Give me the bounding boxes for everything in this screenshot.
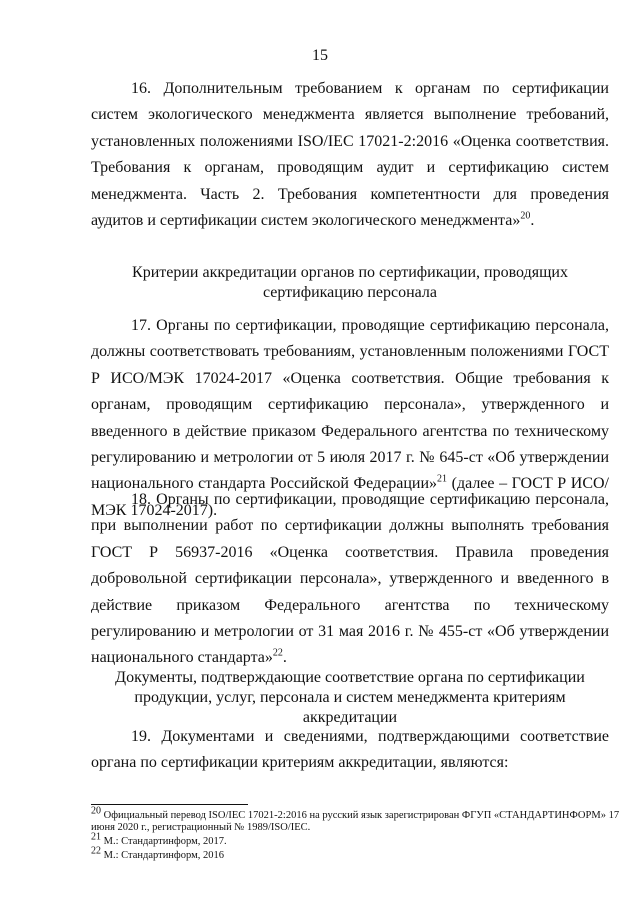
- page-number: 15: [312, 47, 328, 64]
- footnote-ref-22: 22: [272, 648, 283, 660]
- footnote-mark-21: 21: [91, 831, 101, 843]
- footnote-21: [91, 831, 621, 848]
- paragraph-18-text: 18. Органы по сертификации, проводящие сертификацию персонала, при выполнении работ по сертификации должны выполнять требования ГОСТ Р 56937-2016 «Оценка соответствия. Правила проведения добровольной сертификации персонала», утвержденного и введенного в действие приказом Федерального агентства по техническому регулированию и метрологии от 31 мая 2016 г. № 455-ст «Об утверждении национального стандарта»: [91, 491, 609, 667]
- footnote-22: [91, 845, 621, 862]
- paragraph-19-text: 19. Документами и сведениями, подтверждающими соответствие органа по сертификации критериям аккредитации, являются:: [91, 728, 609, 772]
- paragraph-16-tail: .: [530, 212, 535, 230]
- paragraph-18-tail: .: [282, 649, 287, 667]
- paragraph-17-text: 17. Органы по сертификации, проводящие сертификацию персонала, должны соответствовать требованиям, установленным положениями ГОСТ Р ИСО/МЭК 17024-2017 «Оценка соответствия. Общие требования к органам, проводящим сертификацию персонала», утвержденного и введенного в действие приказом Федерального агентства по техническому регулированию и метрологии от 5 июля 2017 г. № 645-ст «Об утверждении национального стандарта Российской Федерации»: [91, 317, 609, 493]
- footnote-ref-21: 21: [437, 474, 448, 486]
- footnote-20-text: Официальный перевод ISO/IEC 17021-2:2016 на русский язык зарегистрирован ФГУП «СТАНДАРТИНФОРМ» 17 июня 2020 г., регистрационный № 1989/ISO/IEC.: [91, 810, 620, 833]
- paragraph-19: [91, 724, 609, 777]
- paragraph-17-tail: (далее – ГОСТ Р ИСО/МЭК 17024-2017).: [91, 475, 609, 519]
- footnote-mark-22: 22: [91, 845, 101, 857]
- footnote-ref-20: 20: [520, 210, 531, 222]
- footnote-separator: [91, 804, 248, 805]
- paragraph-18: [91, 487, 609, 672]
- section-heading-personnel-certification-criteria: Критерии аккредитации органов по сертификации, проводящих сертификацию персонала: [132, 264, 568, 301]
- footnote-22-text: М.: Стандартинформ, 2016: [101, 850, 224, 861]
- section-heading-conformity-documents: Документы, подтверждающие соответствие органа по сертификации продукции, услуг, персонала и систем менеджмента критериям аккредитации: [115, 669, 585, 726]
- footnote-mark-20: 20: [91, 805, 101, 817]
- paragraph-16-text: 16. Дополнительным требованием к органам по сертификации систем экологического менеджмента является выполнение требований, установленных положениями ISO/IEC 17021-2:2016 «Оценка соответствия. Требования к органам, проводящим аудит и сертификацию систем менеджмента. Часть 2. Требования компетентности для проведения аудитов и сертификации систем экологического менеджмента»: [91, 80, 609, 230]
- paragraph-16: [91, 76, 609, 234]
- footnote-20: [91, 805, 621, 834]
- footnote-21-text: М.: Стандартинформ, 2017.: [101, 836, 227, 847]
